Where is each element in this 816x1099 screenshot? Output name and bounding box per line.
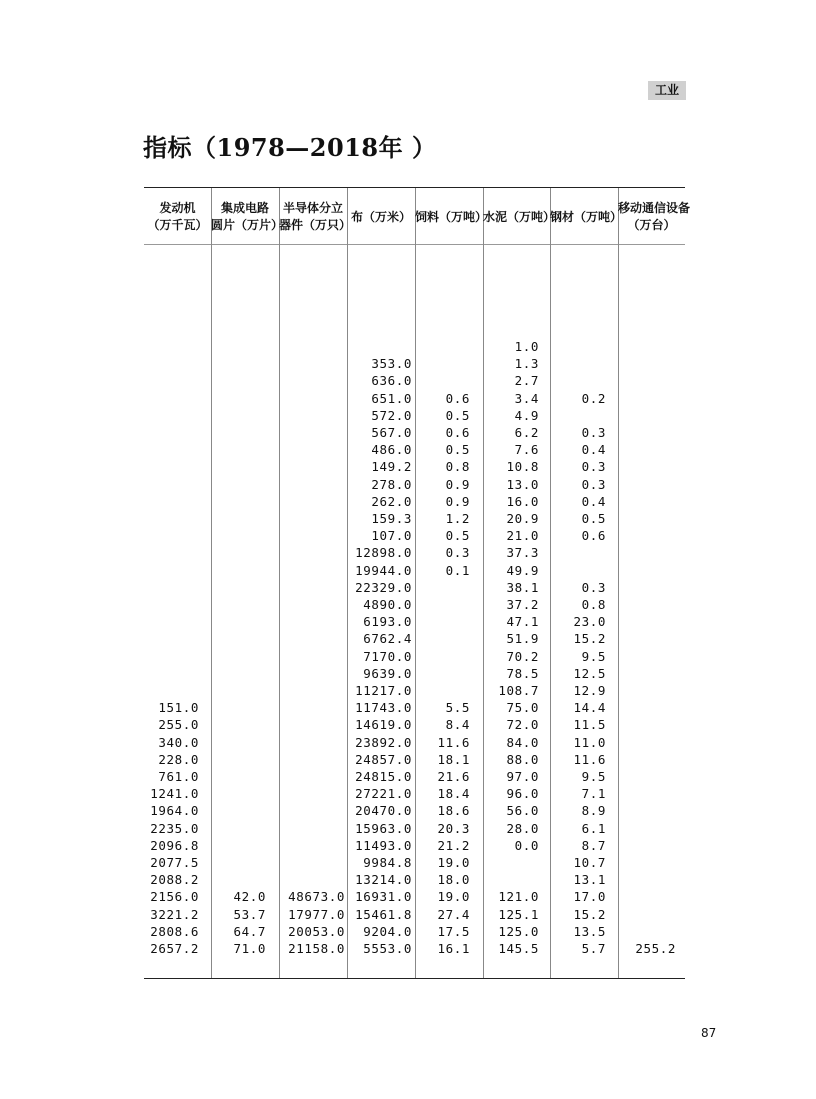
table-cell: 9984.8: [363, 855, 412, 870]
column-divider: [415, 188, 416, 978]
table-cell: 1.2: [445, 511, 470, 526]
table-cell: 4890.0: [363, 597, 412, 612]
table-cell: 13.0: [506, 476, 539, 492]
table-cell: 567.0: [371, 425, 412, 440]
table-cell: 159.3: [371, 511, 412, 526]
table-cell: 228.0: [158, 751, 199, 767]
header-line: 钢材（万吨）: [550, 210, 623, 224]
table-cell: 13.5: [573, 923, 606, 939]
table-cell: 13.1: [573, 872, 606, 888]
header-semiconductor: [279, 200, 352, 234]
table-cell: 262.0: [371, 493, 412, 509]
table-cell: 340.0: [158, 734, 199, 750]
table-cell: 486.0: [371, 442, 412, 458]
table-cell: 0.4: [581, 442, 606, 458]
table-cell: 11.6: [573, 751, 606, 767]
column-divider: [618, 188, 619, 978]
table-cell: 12.9: [573, 683, 606, 698]
table-cell: 0.5: [445, 407, 470, 423]
header-steel: [550, 209, 623, 226]
header-line: 布（万米）: [350, 210, 411, 224]
table-cell: 70.2: [506, 648, 539, 664]
table-cell: 255.2: [635, 941, 676, 956]
table-cell: 6762.4: [363, 631, 412, 647]
table-cell: 27221.0: [355, 786, 412, 802]
table-cell: 5.7: [581, 941, 606, 956]
table-cell: 8.9: [581, 803, 606, 819]
table-cell: 97.0: [506, 769, 539, 784]
table-cell: 11.6: [437, 734, 470, 750]
table-cell: 20.9: [506, 511, 539, 526]
table-cell: 9639.0: [363, 665, 412, 681]
table-cell: 125.0: [498, 923, 539, 939]
table-cell: 10.7: [573, 855, 606, 870]
table-cell: 15.2: [573, 631, 606, 647]
table-cell: 23.0: [573, 614, 606, 630]
column-divider: [483, 188, 484, 978]
table-cell: 0.3: [581, 476, 606, 492]
table-cell: 0.3: [445, 545, 470, 561]
table-cell: 18.1: [437, 751, 470, 767]
header-ic-wafer: [211, 200, 284, 234]
table-cell: 20.3: [437, 820, 470, 836]
table-cell: 75.0: [506, 700, 539, 716]
table-cell: 49.9: [506, 562, 539, 578]
table-cell: 11217.0: [355, 683, 412, 698]
header-line: （万千瓦）: [147, 218, 208, 232]
table-cell: 0.5: [445, 528, 470, 544]
header-cloth: [347, 209, 415, 226]
table-cell: 2156.0: [150, 889, 199, 905]
table-cell: 255.0: [158, 717, 199, 733]
table-cell: 23892.0: [355, 734, 412, 750]
table-cell: 0.2: [581, 390, 606, 406]
column-divider: [279, 188, 280, 978]
section-tag: 工业: [648, 81, 686, 100]
header-line: 集成电路: [220, 201, 269, 215]
table-cell: 37.3: [506, 545, 539, 561]
table-cell: 761.0: [158, 769, 199, 784]
table-cell: 64.7: [233, 923, 266, 939]
table-cell: 7.1: [581, 786, 606, 802]
table-cell: 28.0: [506, 820, 539, 836]
table-cell: 20053.0: [288, 923, 345, 939]
table-cell: 1241.0: [150, 786, 199, 802]
table-cell: 8.4: [445, 717, 470, 733]
table-cell: 0.6: [445, 425, 470, 440]
table-cell: 278.0: [371, 476, 412, 492]
table-cell: 0.3: [581, 579, 606, 595]
table-cell: 20470.0: [355, 803, 412, 819]
table-cell: 1.0: [514, 339, 539, 354]
table-cell: 21.6: [437, 769, 470, 784]
table-cell: 12898.0: [355, 545, 412, 561]
table-cell: 0.0: [514, 837, 539, 853]
table-cell: 96.0: [506, 786, 539, 802]
table-cell: 2657.2: [150, 941, 199, 956]
header-line: 器件（万只）: [279, 218, 352, 232]
header-line: 半导体分立: [282, 201, 343, 215]
table-cell: 19944.0: [355, 562, 412, 578]
header-cement: [483, 209, 556, 226]
table-cell: 1.3: [514, 356, 539, 372]
table-cell: 18.4: [437, 786, 470, 802]
header-engine: [144, 200, 211, 234]
table-cell: 18.0: [437, 872, 470, 888]
table-cell: 4.9: [514, 407, 539, 423]
table-cell: 16.0: [506, 493, 539, 509]
header-line: 饲料（万吨）: [415, 210, 488, 224]
header-line: 发动机: [159, 201, 196, 215]
table-cell: 2088.2: [150, 872, 199, 888]
table-cell: 0.6: [581, 528, 606, 544]
table-cell: 37.2: [506, 597, 539, 612]
table-cell: 11493.0: [355, 837, 412, 853]
table-cell: 10.8: [506, 459, 539, 475]
header-line: （万台）: [627, 218, 676, 232]
table-cell: 2096.8: [150, 837, 199, 853]
table-cell: 3.4: [514, 390, 539, 406]
table-cell: 6.2: [514, 425, 539, 440]
table-cell: 78.5: [506, 665, 539, 681]
table-cell: 47.1: [506, 614, 539, 630]
table-cell: 651.0: [371, 390, 412, 406]
table-cell: 27.4: [437, 906, 470, 922]
table-cell: 7.6: [514, 442, 539, 458]
table-cell: 0.8: [581, 597, 606, 612]
table-cell: 3221.2: [150, 906, 199, 922]
table-cell: 0.9: [445, 476, 470, 492]
table-cell: 125.1: [498, 906, 539, 922]
table-cell: 6193.0: [363, 614, 412, 630]
table-cell: 53.7: [233, 906, 266, 922]
table-cell: 2.7: [514, 373, 539, 389]
table-cell: 151.0: [158, 700, 199, 716]
table-cell: 19.0: [437, 855, 470, 870]
table-cell: 0.8: [445, 459, 470, 475]
table-cell: 353.0: [371, 356, 412, 372]
table-cell: 72.0: [506, 717, 539, 733]
table-cell: 12.5: [573, 665, 606, 681]
table-cell: 0.6: [445, 390, 470, 406]
table-cell: 48673.0: [288, 889, 345, 905]
table-cell: 24857.0: [355, 751, 412, 767]
table-cell: 15963.0: [355, 820, 412, 836]
table-cell: 636.0: [371, 373, 412, 389]
table-cell: 88.0: [506, 751, 539, 767]
table-cell: 71.0: [233, 941, 266, 956]
table-cell: 0.5: [445, 442, 470, 458]
data-table: [144, 187, 691, 979]
table-cell: 6.1: [581, 820, 606, 836]
table-cell: 9204.0: [363, 923, 412, 939]
table-cell: 11.0: [573, 734, 606, 750]
table-cell: 17.5: [437, 923, 470, 939]
table-cell: 84.0: [506, 734, 539, 750]
table-cell: 0.4: [581, 493, 606, 509]
table-cell: 7170.0: [363, 648, 412, 664]
table-cell: 17977.0: [288, 906, 345, 922]
table-cell: 2808.6: [150, 923, 199, 939]
table-cell: 2077.5: [150, 855, 199, 870]
table-cell: 8.7: [581, 837, 606, 853]
column-divider: [550, 188, 551, 978]
table-cell: 42.0: [233, 889, 266, 905]
table-cell: 1964.0: [150, 803, 199, 819]
table-cell: 107.0: [371, 528, 412, 544]
table-cell: 108.7: [498, 683, 539, 698]
table-cell: 38.1: [506, 579, 539, 595]
table-cell: 0.5: [581, 511, 606, 526]
header-mobile-device: [618, 200, 691, 234]
table-cell: 19.0: [437, 889, 470, 905]
table-cell: 22329.0: [355, 579, 412, 595]
table-cell: 18.6: [437, 803, 470, 819]
table-cell: 14619.0: [355, 717, 412, 733]
table-cell: 15461.8: [355, 906, 412, 922]
page-number: 87: [701, 1026, 717, 1040]
table-cell: 5553.0: [363, 941, 412, 956]
table-cell: 14.4: [573, 700, 606, 716]
table-cell: 0.9: [445, 493, 470, 509]
table-cell: 16931.0: [355, 889, 412, 905]
table-cell: 11.5: [573, 717, 606, 733]
table-cell: 17.0: [573, 889, 606, 905]
header-feed: [415, 209, 488, 226]
table-cell: 21.0: [506, 528, 539, 544]
table-cell: 149.2: [371, 459, 412, 475]
table-cell: 24815.0: [355, 769, 412, 784]
table-cell: 0.3: [581, 425, 606, 440]
table-cell: 5.5: [445, 700, 470, 716]
page-title: 指标（1978—2018年 ）: [143, 133, 437, 162]
header-line: 水泥（万吨）: [483, 210, 556, 224]
table-cell: 51.9: [506, 631, 539, 647]
header-line: 圆片（万片）: [211, 218, 284, 232]
table-cell: 11743.0: [355, 700, 412, 716]
column-divider: [347, 188, 348, 978]
table-cell: 121.0: [498, 889, 539, 905]
table-cell: 572.0: [371, 407, 412, 423]
table-cell: 15.2: [573, 906, 606, 922]
table-cell: 9.5: [581, 769, 606, 784]
table-cell: 16.1: [437, 941, 470, 956]
table-cell: 2235.0: [150, 820, 199, 836]
table-cell: 0.1: [445, 562, 470, 578]
table-cell: 9.5: [581, 648, 606, 664]
column-divider: [211, 188, 212, 978]
table-cell: 145.5: [498, 941, 539, 956]
table-cell: 56.0: [506, 803, 539, 819]
table-cell: 0.3: [581, 459, 606, 475]
table-cell: 21.2: [437, 837, 470, 853]
table-cell: 13214.0: [355, 872, 412, 888]
header-line: 移动通信设备: [618, 201, 691, 215]
table-cell: 21158.0: [288, 941, 345, 956]
